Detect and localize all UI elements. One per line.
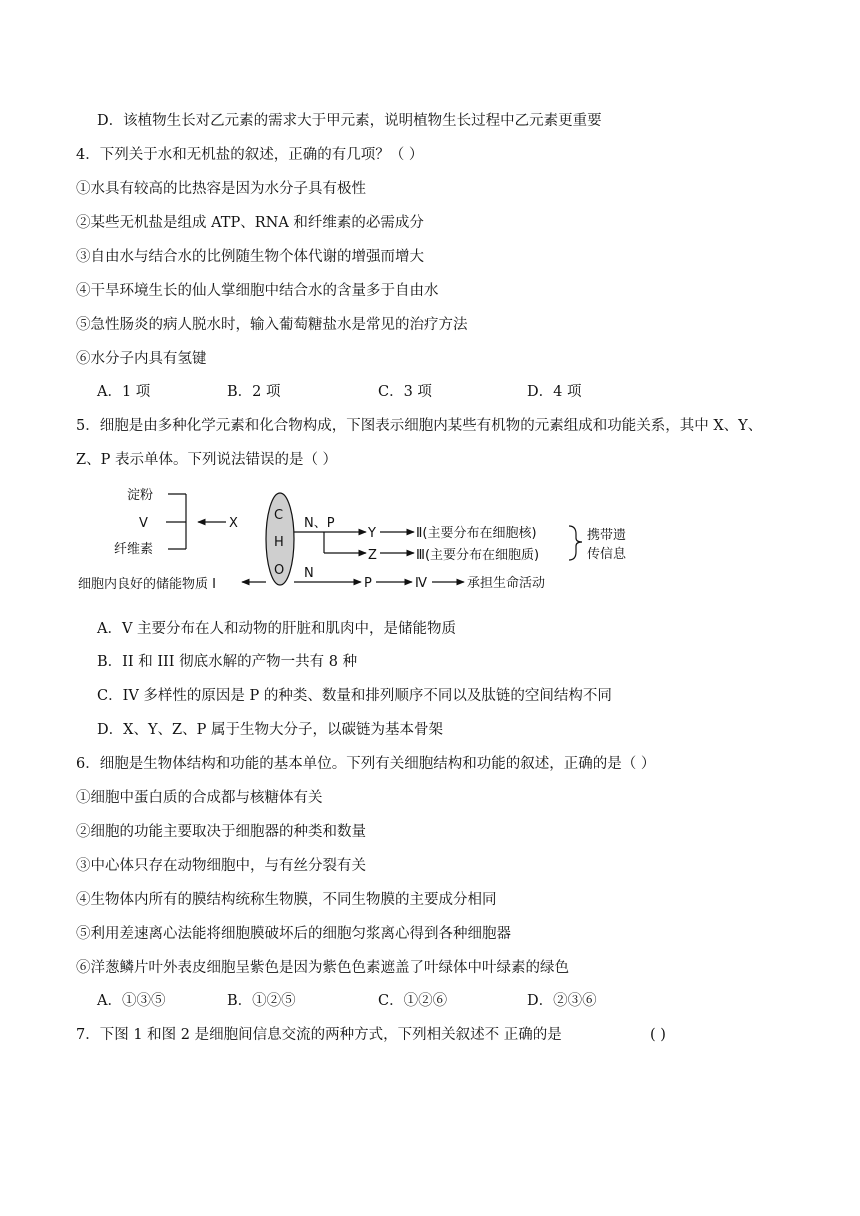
q5-diagram bbox=[76, 484, 656, 596]
q6-statement-5: ⑤利用差速离心法能将细胞膜破坏后的细胞匀浆离心得到各种细胞器 bbox=[76, 926, 511, 942]
q7-answer-paren: ( ) bbox=[650, 1027, 666, 1043]
q3-option-d: D．该植物生长对乙元素的需求大于甲元素，说明植物生长过程中乙元素更重要 bbox=[97, 113, 602, 129]
np-label: N、P bbox=[304, 516, 335, 531]
carry-info-line-1: 携带遗 bbox=[587, 528, 627, 543]
p-label: P bbox=[364, 576, 372, 591]
bracket bbox=[166, 494, 186, 549]
q6-statement-3: ③中心体只存在动物细胞中，与有丝分裂有关 bbox=[76, 858, 366, 874]
q5-option-d: D．X、Y、Z、P 属于生物大分子，以碳链为基本骨架 bbox=[97, 722, 443, 738]
q6-option-d: D．②③⑥ bbox=[527, 993, 597, 1009]
q4-option-c: C．3 项 bbox=[378, 384, 432, 400]
iv-label: Ⅳ bbox=[415, 576, 427, 591]
carry-info-line-2: 传信息 bbox=[587, 547, 627, 562]
q7-stem: 7．下图 1 和图 2 是细胞间信息交流的两种方式，下列相关叙述不 正确的是 bbox=[76, 1027, 562, 1043]
q6-statement-4: ④生物体内所有的膜结构统称生物膜，不同生物膜的主要成分相同 bbox=[76, 892, 497, 908]
c-label: C bbox=[274, 508, 284, 523]
q5-stem-line-2: Z、P 表示单体。下列说法错误的是（ ） bbox=[76, 452, 338, 468]
q4-option-d: D．4 项 bbox=[527, 384, 582, 400]
q4-statement-5: ⑤急性肠炎的病人脱水时，输入葡萄糖盐水是常见的治疗方法 bbox=[76, 317, 468, 333]
q4-option-a: A．1 项 bbox=[97, 384, 151, 400]
h-label: H bbox=[274, 535, 284, 550]
starch-label: 淀粉 bbox=[127, 488, 154, 503]
q6-statement-2: ②细胞的功能主要取决于细胞器的种类和数量 bbox=[76, 824, 366, 840]
q5-option-a: A．V 主要分布在人和动物的肝脏和肌肉中，是储能物质 bbox=[97, 621, 457, 637]
cellulose-label: 纤维素 bbox=[114, 542, 154, 557]
q4-statement-2: ②某些无机盐是组成 ATP、RNA 和纤维素的必需成分 bbox=[76, 215, 424, 231]
v-label: V bbox=[139, 516, 148, 531]
q4-statement-3: ③自由水与结合水的比例随生物个体代谢的增强而增大 bbox=[76, 249, 424, 265]
n-label: N bbox=[304, 566, 314, 581]
q6-statement-1: ①细胞中蛋白质的合成都与核糖体有关 bbox=[76, 790, 323, 806]
o-label: O bbox=[274, 563, 285, 578]
q6-option-c: C．①②⑥ bbox=[378, 993, 448, 1009]
storage-label: 细胞内良好的储能物质 I bbox=[78, 577, 216, 592]
ii-label: Ⅱ(主要分布在细胞核) bbox=[416, 526, 537, 541]
q4-stem: 4．下列关于水和无机盐的叙述，正确的有几项？（ ） bbox=[76, 147, 424, 163]
x-label: X bbox=[229, 516, 238, 531]
life-activity-label: 承担生命活动 bbox=[467, 576, 546, 591]
y-label: Y bbox=[368, 526, 376, 541]
q6-option-a: A．①③⑤ bbox=[97, 993, 166, 1009]
z-label: Z bbox=[368, 548, 377, 563]
right-brace bbox=[569, 526, 582, 560]
q5-option-b: B．II 和 III 彻底水解的产物一共有 8 种 bbox=[97, 654, 358, 670]
q6-option-b: B．①②⑤ bbox=[227, 993, 296, 1009]
iii-label: Ⅲ(主要分布在细胞质) bbox=[416, 548, 540, 563]
q4-statement-1: ①水具有较高的比热容是因为水分子具有极性 bbox=[76, 181, 366, 197]
q4-statement-4: ④干旱环境生长的仙人掌细胞中结合水的含量多于自由水 bbox=[76, 283, 439, 299]
q5-stem-line-1: 5．细胞是由多种化学元素和化合物构成，下图表示细胞内某些有机物的元素组成和功能关系，其中 X、Y、 bbox=[76, 418, 763, 434]
q4-statement-6: ⑥水分子内具有氢键 bbox=[76, 351, 207, 367]
q6-statement-6: ⑥洋葱鳞片叶外表皮细胞呈紫色是因为紫色色素遮盖了叶绿体中叶绿素的绿色 bbox=[76, 960, 569, 976]
q4-option-b: B．2 项 bbox=[227, 384, 281, 400]
q6-stem: 6．细胞是生物体结构和功能的基本单位。下列有关细胞结构和功能的叙述，正确的是（ ） bbox=[76, 756, 656, 772]
q5-option-c: C．IV 多样性的原因是 P 的种类、数量和排列顺序不同以及肽链的空间结构不同 bbox=[97, 688, 612, 704]
